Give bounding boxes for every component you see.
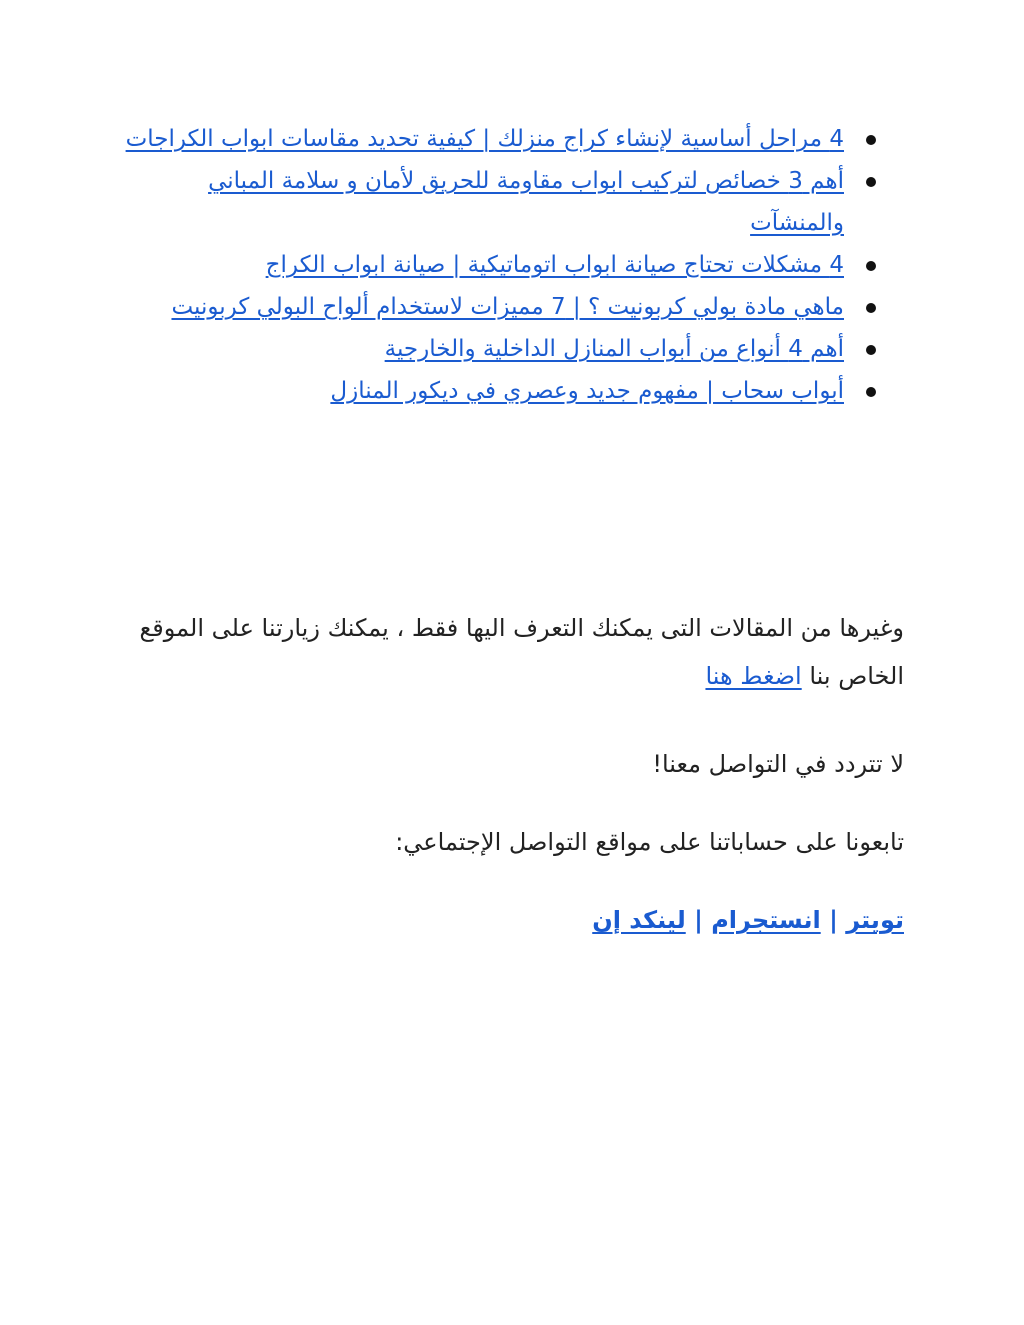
twitter-link[interactable]: تويتر — [846, 906, 904, 934]
click-here-link[interactable]: اضغط هنا — [705, 662, 802, 690]
list-item — [124, 286, 844, 328]
instagram-link[interactable]: انستجرام — [711, 906, 821, 934]
list-item — [124, 370, 844, 412]
article-link-sliding-doors[interactable]: أبواب سحاب | مفهوم جديد وعصري في ديكور المنازل — [330, 378, 844, 404]
social-separator: | — [820, 906, 847, 934]
more-articles-paragraph — [114, 604, 904, 700]
article-link-fire-doors[interactable]: أهم 3 خصائص لتركيب ابواب مقاومة للحريق لأمان و سلامة المباني والمنشآت — [208, 168, 844, 236]
article-link-polycarbonate[interactable]: ماهي مادة بولي كربونيت ؟ | 7 مميزات لاستخدام ألواح البولي كربونيت — [171, 294, 844, 320]
article-link-house-door-types[interactable]: أهم 4 أنواع من أبواب المنازل الداخلية والخارجية — [384, 336, 844, 362]
bullet-icon — [866, 303, 876, 313]
social-separator: | — [685, 906, 712, 934]
list-item — [124, 118, 844, 160]
bullet-icon — [866, 135, 876, 145]
bullet-icon — [866, 261, 876, 271]
more-articles-text: وغيرها من المقالات التى يمكنك التعرف اليها فقط ، يمكنك زيارتنا على الموقع الخاص بنا — [139, 614, 904, 690]
bullet-icon — [866, 177, 876, 187]
article-link-automatic-doors-maintenance[interactable]: 4 مشكلات تحتاج صيانة ابواب اتوماتيكية | صيانة ابواب الكراج — [265, 252, 844, 278]
follow-paragraph: تابعونا على حساباتنا على مواقع التواصل الإجتماعي: — [395, 828, 904, 856]
social-links — [114, 896, 904, 944]
linkedin-link[interactable]: لينكد إن — [592, 906, 686, 934]
list-item — [124, 160, 844, 244]
related-articles-list — [124, 118, 874, 412]
bullet-icon — [866, 387, 876, 397]
article-link-garage-stages[interactable]: 4 مراحل أساسية لإنشاء كراج منزلك | كيفية تحديد مقاسات ابواب الكراجات — [125, 126, 844, 152]
bullet-icon — [866, 345, 876, 355]
list-item — [124, 244, 844, 286]
contact-paragraph: لا تتردد في التواصل معنا! — [652, 750, 904, 778]
list-item — [124, 328, 844, 370]
